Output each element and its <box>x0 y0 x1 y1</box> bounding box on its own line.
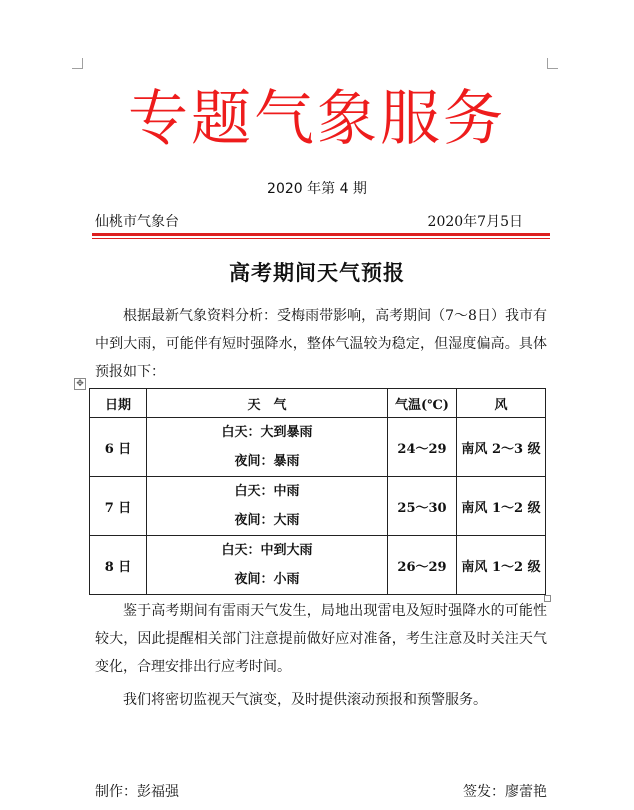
header-temperature: 气温(℃) <box>388 389 457 418</box>
advisory-paragraph[interactable]: 鉴于高考期间有雷雨天气发生，局地出现雷电及短时强降水的可能性较大，因此提醒相关部门注意提前做好应对准备，考生注意及时关注天气变化，合理安排出行应考时间。 <box>95 603 547 675</box>
service-paragraph[interactable]: 我们将密切监视天气演变，及时提供滚动预报和预警服务。 <box>123 692 487 708</box>
row-weather <box>147 418 388 477</box>
header-weather: 天 气 <box>147 389 388 418</box>
row-temperature: 25～30 <box>388 477 457 536</box>
row-wind: 南风 1～2 级 <box>457 477 546 536</box>
header-wind: 风 <box>457 389 546 418</box>
table-header-row <box>90 389 546 418</box>
table-row <box>90 536 546 595</box>
table-move-handle-icon[interactable]: ✥ <box>74 378 86 390</box>
row-date: 7 日 <box>90 477 147 536</box>
nighttime-weather: 夜间：小雨 <box>234 572 300 587</box>
forecast-table[interactable] <box>89 388 546 595</box>
table-row <box>90 477 546 536</box>
row-temperature: 26～29 <box>388 536 457 595</box>
row-wind: 南风 1～2 级 <box>457 536 546 595</box>
page-corner-mark-right <box>547 58 558 69</box>
intro-paragraph[interactable]: 根据最新气象资料分析：受梅雨带影响，高考期间（7～8日）我市有中到大雨，可能伴有短时强降水，整体气温较为稳定，但湿度偏高。具体预报如下： <box>95 308 547 380</box>
row-weather <box>147 477 388 536</box>
issue-number: 2020 年第 4 期 <box>267 181 367 197</box>
masthead-title: 专题气象服务 <box>128 84 506 154</box>
document-title: 高考期间天气预报 <box>229 260 405 285</box>
daytime-weather: 白天：中雨 <box>234 484 300 499</box>
table-row <box>90 418 546 477</box>
daytime-weather: 白天：中到大雨 <box>221 543 313 558</box>
author-credit: 制作：彭福强 <box>95 784 179 800</box>
row-date: 8 日 <box>90 536 147 595</box>
nighttime-weather: 夜间：暴雨 <box>234 454 300 469</box>
header-divider-thin <box>92 238 550 239</box>
daytime-weather: 白天：大到暴雨 <box>221 425 313 440</box>
signer-credit: 签发：廖蕾艳 <box>463 784 547 800</box>
nighttime-weather: 夜间：大雨 <box>234 513 300 528</box>
row-wind: 南风 2～3 级 <box>457 418 546 477</box>
issuing-organization: 仙桃市气象台 <box>95 214 179 230</box>
row-temperature: 24～29 <box>388 418 457 477</box>
header-divider-thick <box>92 233 550 236</box>
row-weather <box>147 536 388 595</box>
header-date: 日期 <box>90 389 147 418</box>
issue-date: 2020年7月5日 <box>427 214 523 230</box>
page-corner-mark-left <box>72 58 83 69</box>
row-date: 6 日 <box>90 418 147 477</box>
